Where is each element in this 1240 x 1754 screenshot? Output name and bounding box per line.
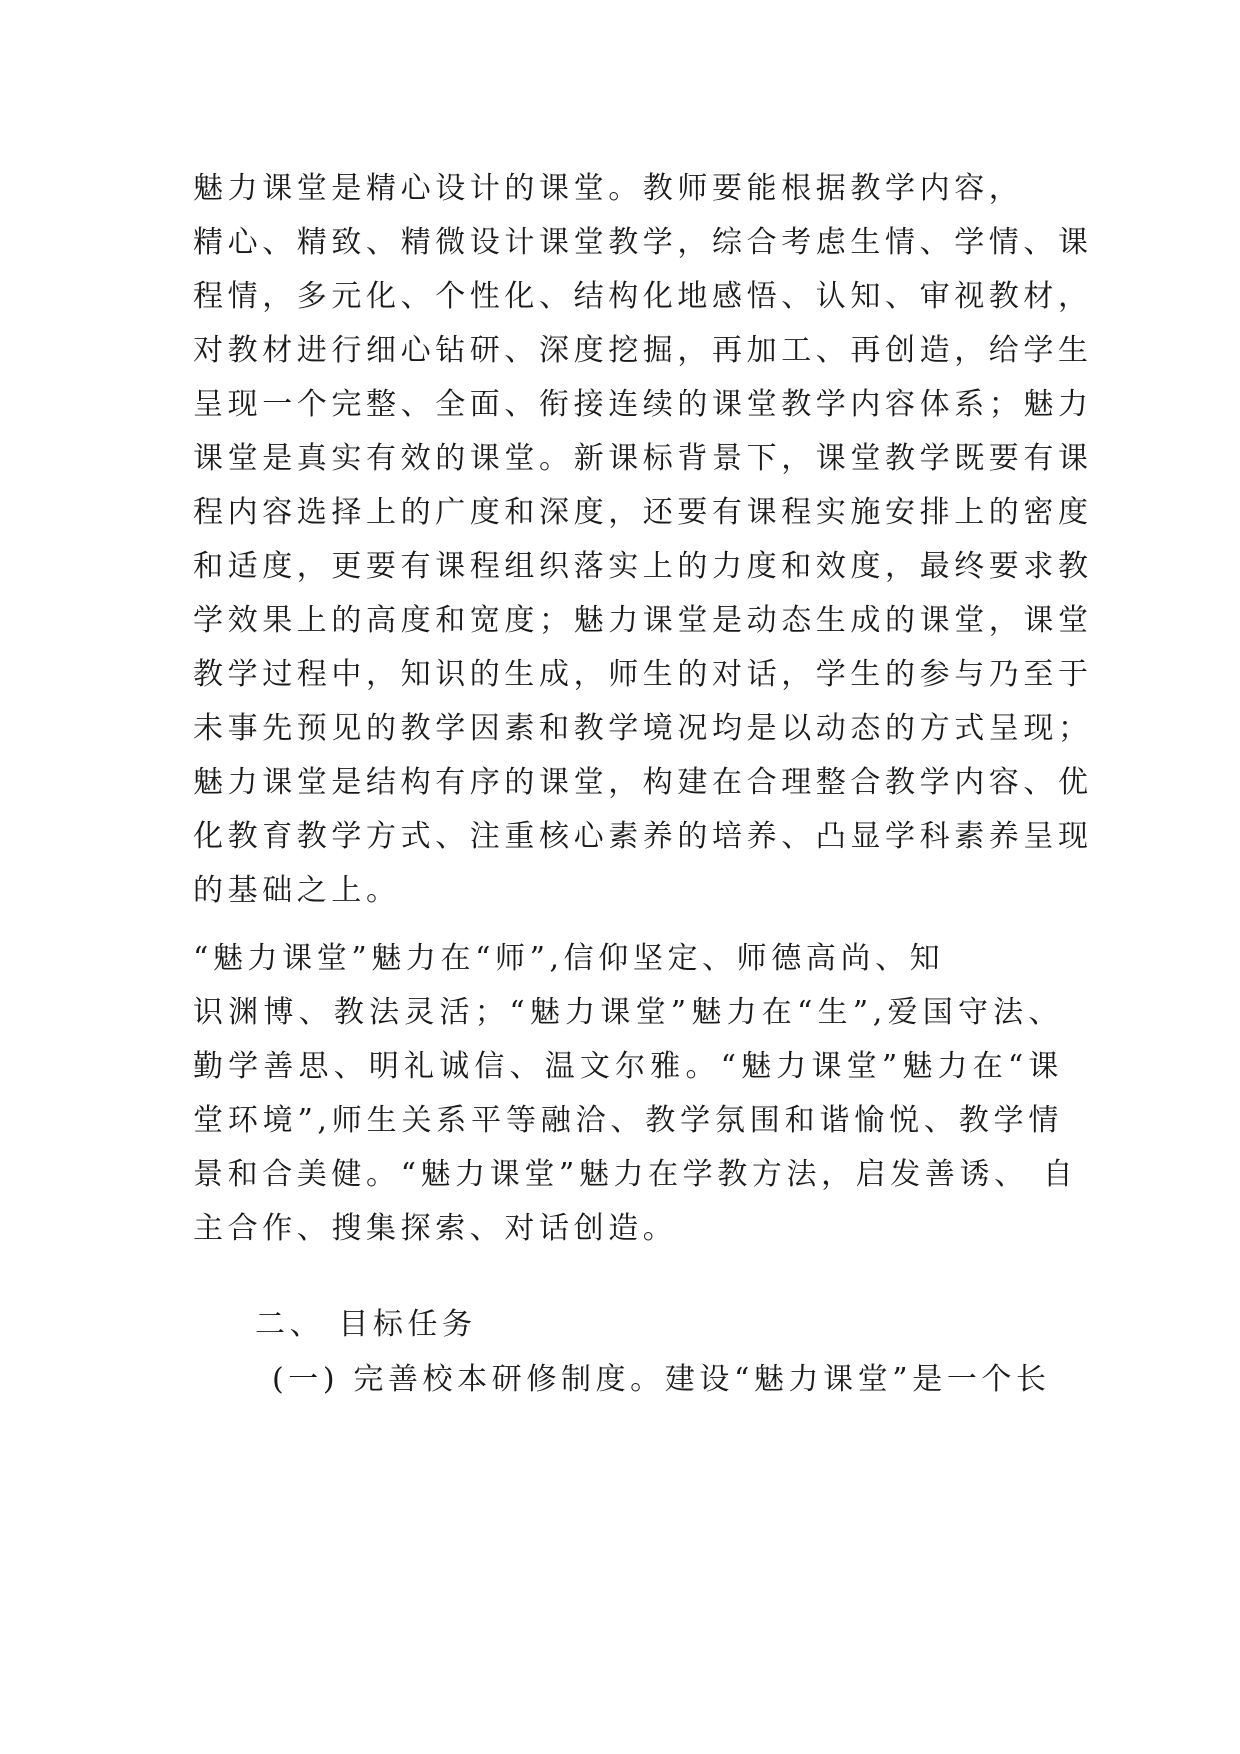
text-line: 主合作、搜集探索、对话创造。	[193, 1211, 678, 1246]
paragraph-charm-classroom-definition	[193, 162, 1093, 918]
text-line: 识渊博、教法灵活；“魅力课堂”魅力在“生”,爱国守法、	[193, 995, 1063, 1030]
text-line: 程内容选择上的广度和深度，还要有课程实施安排上的密度	[193, 495, 1093, 530]
text-line: 勤学善思、明礼诚信、温文尔雅。“魅力课堂”魅力在“课	[193, 1049, 1063, 1084]
paragraph-subsection-one	[272, 1353, 1063, 1407]
text-line: 魅力课堂是结构有序的课堂，构建在合理整合教学内容、优	[193, 765, 1093, 800]
text-line: 和适度，更要有课程组织落实上的力度和效度，最终要求教	[193, 549, 1093, 584]
text-line: (一) 完善校本研修制度。建设“魅力课堂”是一个长	[272, 1362, 1051, 1397]
text-line: 程情，多元化、个性化、结构化地感悟、认知、审视教材，	[193, 279, 1093, 314]
text-line: 课堂是真实有效的课堂。新课标背景下，课堂教学既要有课	[193, 441, 1093, 476]
text-line: 学效果上的高度和宽度；魅力课堂是动态生成的课堂，课堂	[193, 603, 1093, 638]
text-line: 呈现一个完整、全面、衔接连续的课堂教学内容体系；魅力	[193, 387, 1093, 422]
text-line: 魅力课堂是精心设计的课堂。教师要能根据教学内容，	[193, 171, 1024, 206]
section-heading-text: 二、 目标任务	[255, 1307, 477, 1342]
text-line: 未事先预见的教学因素和教学境况均是以动态的方式呈现；	[193, 711, 1093, 746]
text-line: 化教育教学方式、注重核心素养的培养、凸显学科素养呈现	[193, 819, 1093, 854]
text-line: 对教材进行细心钻研、深度挖掘，再加工、再创造，给学生	[193, 333, 1093, 368]
text-line: 精心、精致、精微设计课堂教学，综合考虑生情、学情、课	[193, 225, 1093, 260]
paragraph-charm-aspects	[193, 932, 1078, 1256]
text-line: 景和合美健。“魅力课堂”魅力在学教方法，启发善诱、 自	[193, 1157, 1078, 1192]
text-line: 教学过程中，知识的生成，师生的对话，学生的参与乃至于	[193, 657, 1093, 692]
text-line: 的基础之上。	[193, 873, 401, 908]
section-heading-goals	[255, 1298, 1125, 1352]
text-line: 堂环境”,师生关系平等融洽、教学氛围和谐愉悦、教学情	[193, 1103, 1063, 1138]
text-line: “魅力课堂”魅力在“师”,信仰坚定、师德高尚、知	[193, 941, 945, 976]
